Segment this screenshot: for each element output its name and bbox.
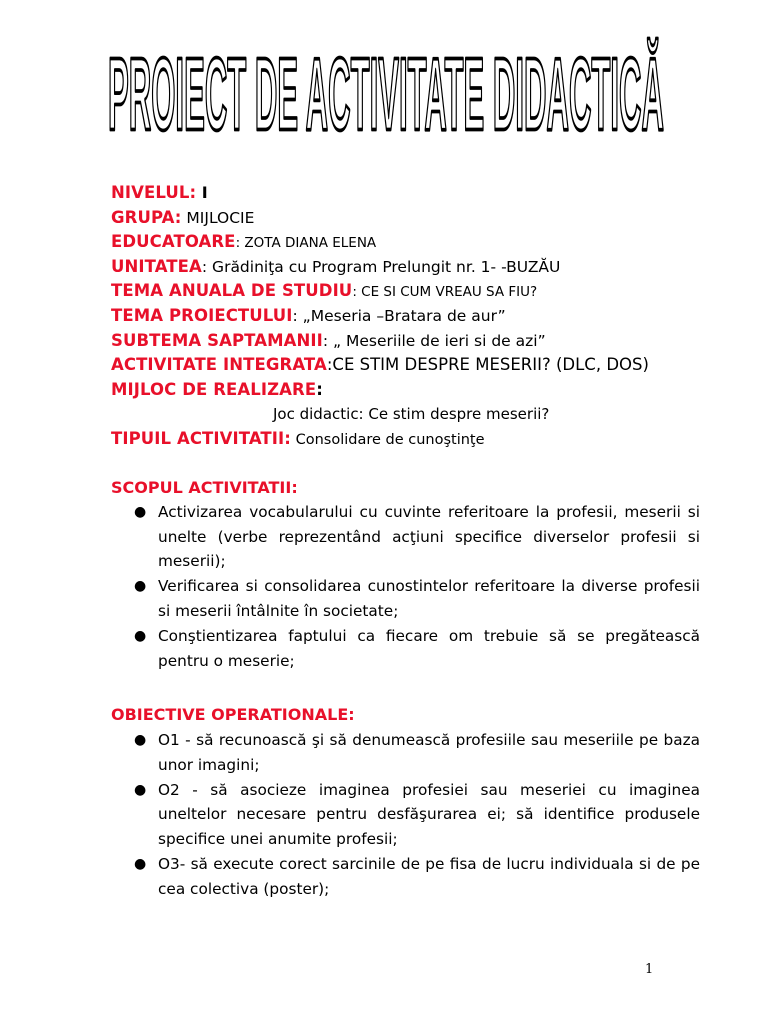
bullet-icon: ● (134, 578, 147, 595)
field-tipul: TIPUIL ACTIVITATII: Consolidare de cunoştinţe (111, 428, 485, 448)
page-number: 1 (645, 962, 654, 977)
bullet-icon: ● (134, 504, 147, 520)
list-item: ● O1 - să recunoască şi să denumească profesiile sau meseriile pe baza unor imagini; (134, 728, 700, 777)
field-tema-proiect: TEMA PROIECTULUI: „Meseria –Bratara de aur” (111, 305, 506, 325)
field-subtema: SUBTEMA SAPTAMANII: „ Meseriile de ieri si de azi” (111, 330, 546, 350)
field-tema-anuala: TEMA ANUALA DE STUDIU: CE SI CUM VREAU SA FIU? (111, 281, 538, 301)
title-outline-text: PROIECT DE ACTIVITATE DIDACTICĂ (108, 36, 665, 142)
field-activitate: ACTIVITATE INTEGRATA:CE STIM DESPRE MESERII? (DLC, DOS) (111, 355, 649, 375)
field-nivel: NIVELUL: I (111, 183, 208, 202)
field-mijloc-value: Joc didactic: Ce stim despre meserii? (273, 405, 550, 424)
list-item: ● Conştientizarea faptului ca fiecare om trebuie să se pregătească pentru o meserie; (134, 624, 700, 673)
field-unitatea: UNITATEA: Grădiniţa cu Program Prelungit nr. 1- -BUZĂU (111, 256, 561, 276)
bullet-icon: ● (134, 627, 147, 644)
field-educatoare: EDUCATOARE: ZOTA DIANA ELENA (111, 232, 377, 252)
list-item: ● Activizarea vocabularului cu cuvinte referitoare la profesii, meserii si unelte (verbe reprezentând acţiuni specifice diverselor profesii si meserii); (134, 500, 700, 574)
scop-list (134, 500, 700, 674)
list-item: ● Verificarea si consolidarea cunostintelor referitoare la diverse profesii si meserii întâlnite în societate; (134, 574, 700, 623)
bullet-icon: ● (134, 855, 147, 872)
bullet-icon: ● (134, 781, 147, 798)
document-title (108, 30, 668, 142)
list-item: ● O3- să execute corect sarcinile de pe fisa de lucru individuala si de pe cea colectiva (poster); (134, 852, 700, 901)
header-fields (111, 181, 731, 452)
scop-heading: SCOPUL ACTIVITATII: (111, 478, 298, 497)
obiective-heading: OBIECTIVE OPERATIONALE: (111, 705, 355, 724)
field-grupa: GRUPA: MIJLOCIE (111, 207, 255, 227)
list-item: ● O2 - să asocieze imaginea profesiei sau meseriei cu imaginea uneltelor necesare pentru desfăşurarea ei; să identifice produsele specifice unei anumite profesii; (134, 778, 700, 852)
obiective-list (134, 728, 700, 902)
field-mijloc: MIJLOC DE REALIZARE: (111, 379, 323, 399)
bullet-icon: ● (134, 732, 147, 748)
